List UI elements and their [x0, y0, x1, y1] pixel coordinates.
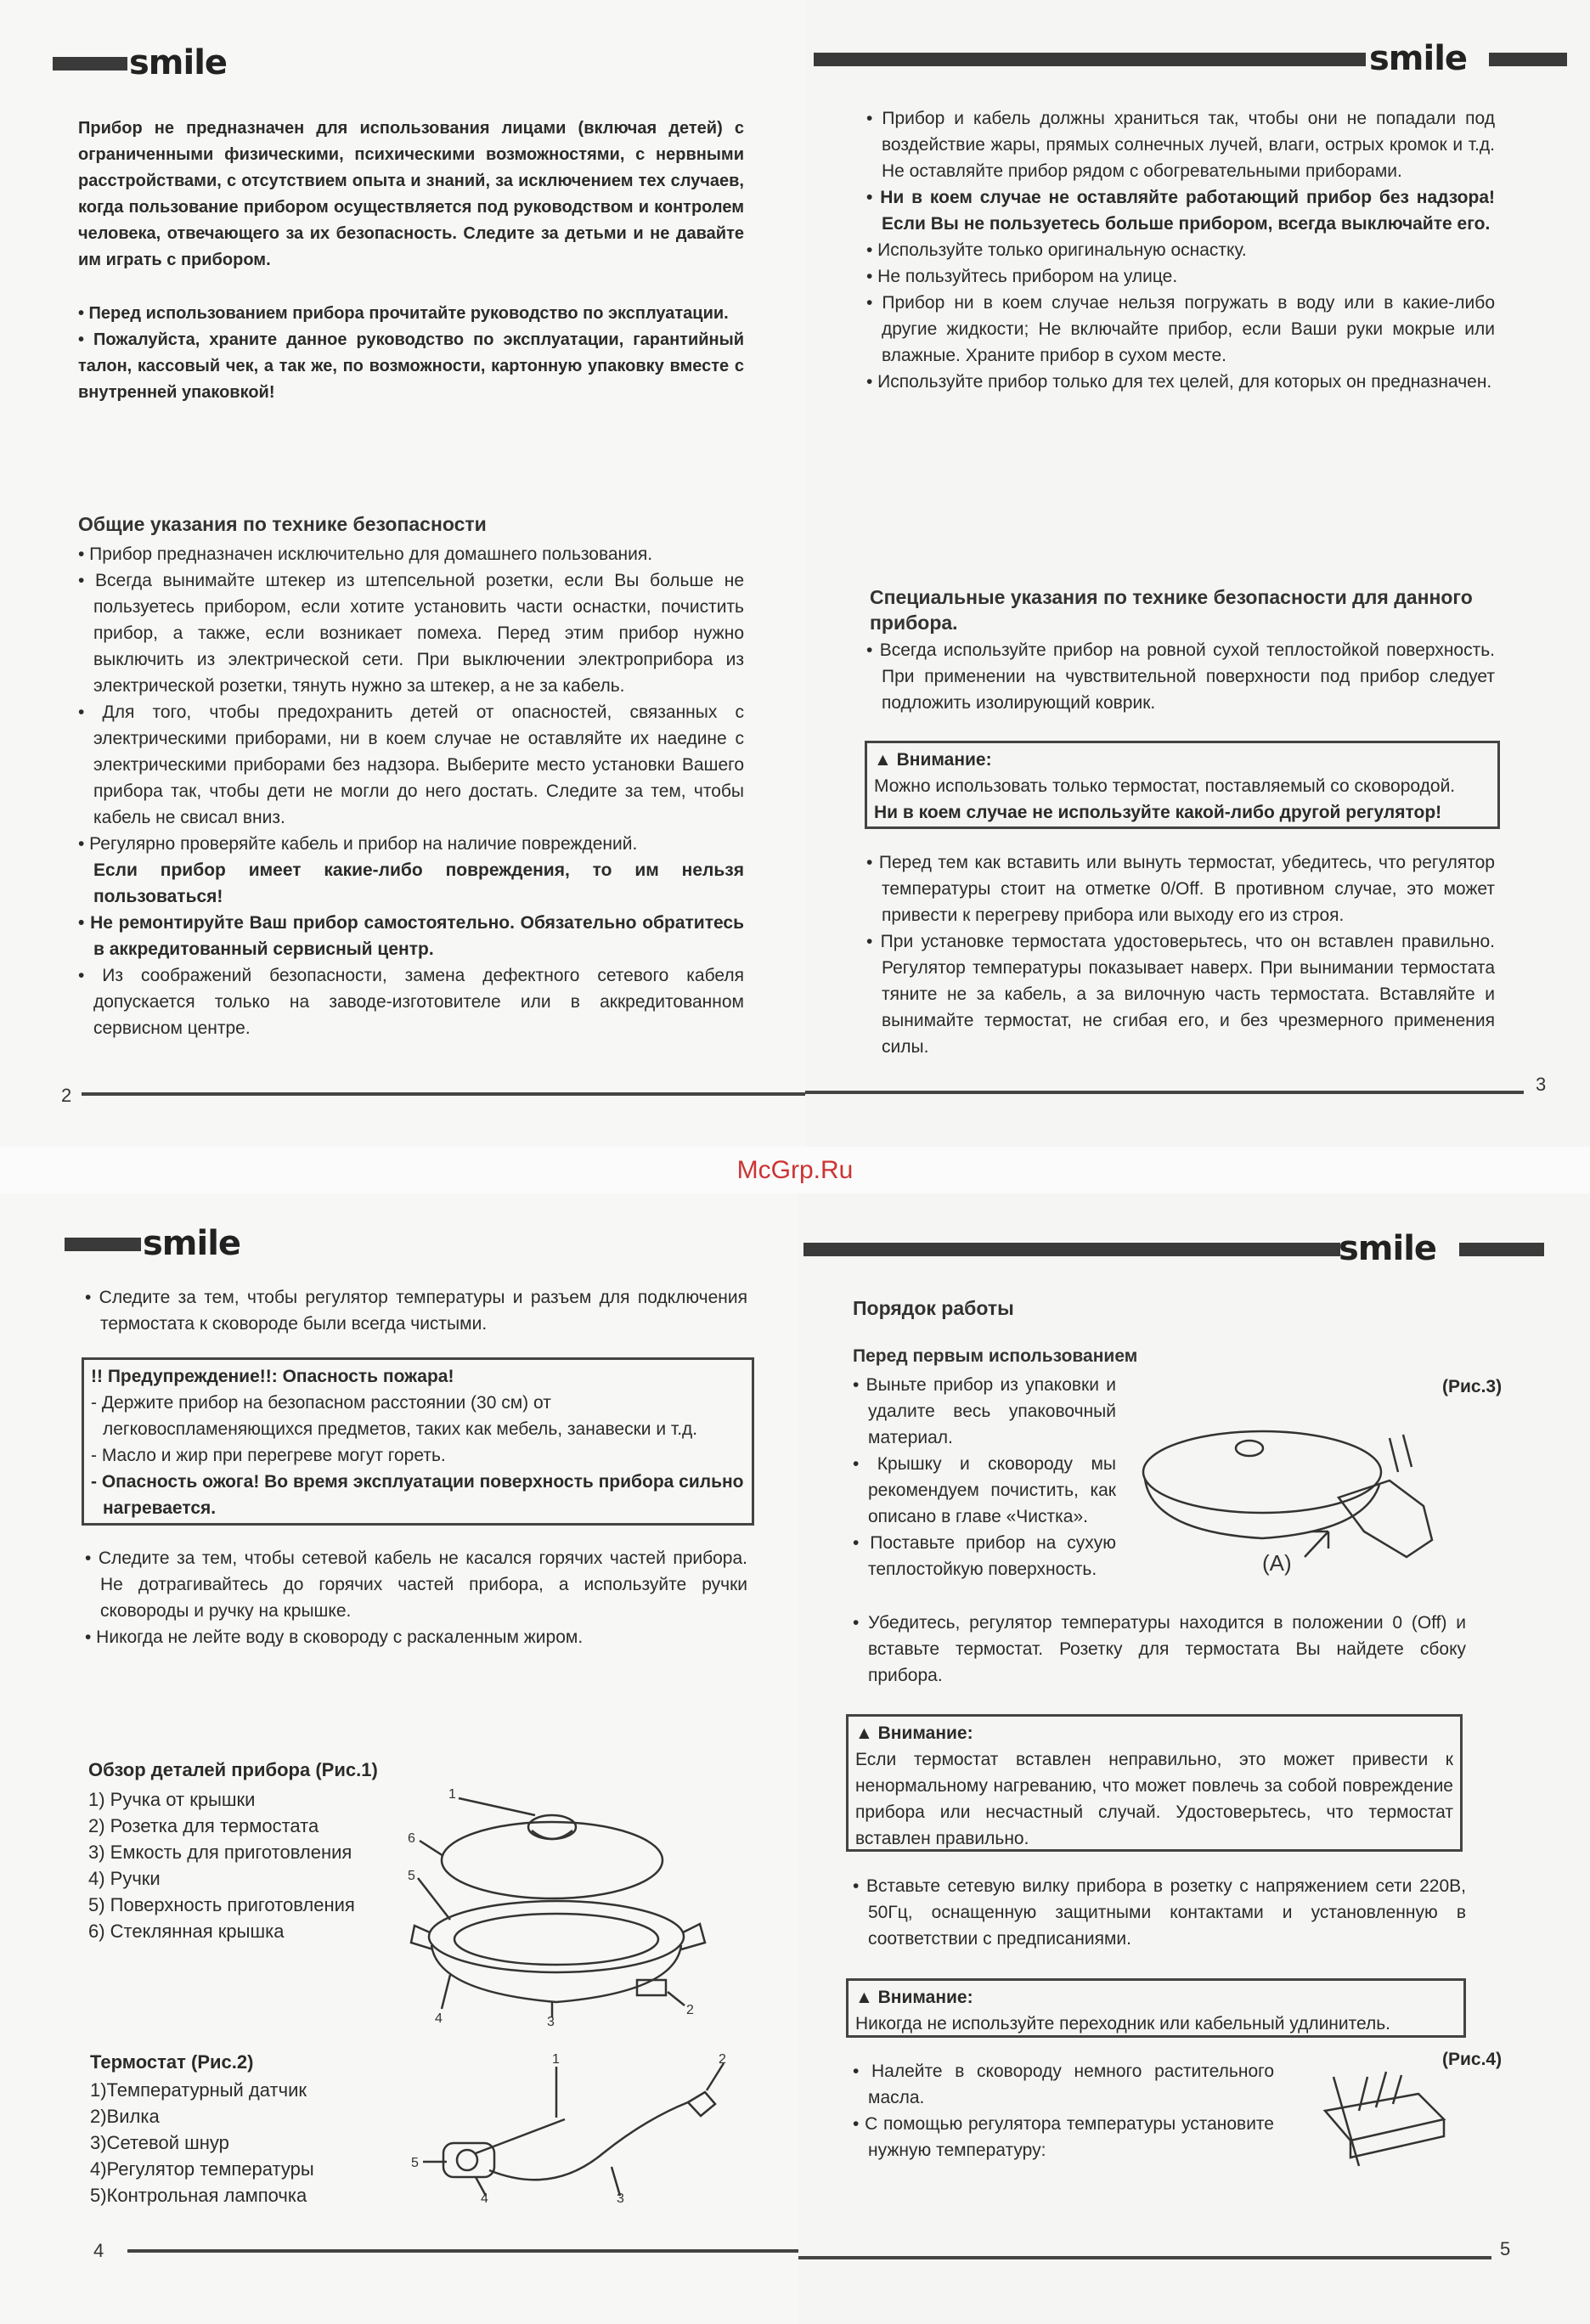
safety-item: • Прибор и кабель должны храниться так, чтобы они не попадали под воздействие жары, прямых солнечных лучей, влаги, острых кромок и т.д. Не оставляйте прибор рядом с обогревательными приборами. — [866, 109, 1495, 181]
glass-lid-outline — [442, 1822, 662, 1898]
page-number: 2 — [61, 1085, 72, 1106]
lid-knob — [528, 1815, 576, 1839]
page-number: 4 — [93, 2240, 104, 2261]
header-bar — [814, 53, 1366, 66]
cooking-surface — [454, 1914, 658, 1965]
step-item: • Поставьте прибор на сухую теплостойкую поверхность. — [853, 1533, 1116, 1579]
callout-number: 6 — [408, 1831, 415, 1846]
clean-connector-text — [85, 1284, 747, 1337]
safety-item: • Из соображений безопасности, замена дефектного сетевого кабеля допускается только на заводе-изготовителе или в аккредитованном сервисном центре. — [78, 966, 744, 1038]
parts-overview-title: Обзор деталей прибора (Рис.1) — [88, 1759, 378, 1780]
motion-marks — [1390, 1435, 1412, 1472]
leader-line — [707, 2063, 724, 2090]
figure-4-label: (Рис.4) — [1442, 2050, 1503, 2069]
figure-4-setting-temperature — [1308, 2060, 1461, 2170]
fire-warning-title: !! Предупреждение!!: Опасность пожара! — [91, 1367, 454, 1386]
fingers — [1359, 2072, 1401, 2111]
first-use-steps — [853, 1372, 1116, 1582]
bullet-keep-manual: • Пожалуйста, храните данное руководство по эксплуатации, гарантийный талон, кассовый чек, а так же, по возможности, картонную упаковку вместе с внутренней упаковкой! — [78, 330, 744, 402]
fire-warning-line-bold: - Опасность ожога! Во время эксплуатации поверхность прибора сильно нагревается. — [91, 1472, 744, 1518]
step-item: • Налейте в сковороду немного растительного масла. — [853, 2062, 1274, 2107]
safety-item-bold: • Ни в коем случае не оставляйте работающий прибор без надзора! Если Вы не пользуетесь больше прибором, всегда выключайте его. — [866, 188, 1495, 234]
attention-text: Если термостат вставлен неправильно, это может привести к ненормальному нагреванию, что может повлечь за собой повреждение прибора или несчастный случай. Удостоверьтесь, что термостат вставлен правильно. — [855, 1750, 1453, 1848]
callout-number: 3 — [617, 2191, 624, 2204]
brand-logo: smile — [1339, 1229, 1437, 1268]
plug — [688, 2092, 715, 2116]
header-bar — [65, 1238, 141, 1251]
bullet-read-manual: • Перед использованием прибора прочитайте руководство по эксплуатации. — [78, 304, 729, 323]
fire-warning-box — [82, 1357, 754, 1526]
callout-number: 2 — [719, 2052, 726, 2067]
first-use-step-4 — [853, 1610, 1466, 1689]
callout-number: 4 — [435, 2011, 443, 2026]
safety-item: • Всегда используйте прибор на ровной сухой теплостойкой поверхность. При применении на чувствительной поверхности под прибор следует подложить изолирующий коврик. — [866, 640, 1495, 713]
pan-rim — [429, 1901, 684, 1972]
intro-bullets — [78, 301, 744, 406]
pan-lid — [1143, 1431, 1381, 1513]
part-item: 3) Емкость для приготовления — [88, 1842, 352, 1863]
regulator-knob — [457, 2150, 477, 2170]
safety-item: • Не пользуйтесь прибором на улице. — [866, 267, 1178, 286]
lid-knob — [1236, 1441, 1263, 1456]
leader-line — [442, 1975, 450, 2009]
footer-rule — [798, 2256, 1491, 2259]
thermostat-part-item: 2)Вилка — [90, 2106, 160, 2127]
header-bar — [803, 1243, 1340, 1256]
part-item: 1) Ручка от крышки — [88, 1789, 256, 1810]
page-5-header — [798, 1224, 1590, 1275]
thermostat-title: Термостат (Рис.2) — [90, 2051, 254, 2073]
figure-1-pan-drawing — [399, 1780, 722, 2026]
thermostat-parts-list — [90, 2077, 314, 2208]
oil-and-temperature-steps — [853, 2058, 1274, 2163]
header-bar — [53, 57, 127, 71]
safety-item-bold: Если прибор имеет какие-либо повреждения, то им нельзя пользоваться! — [93, 860, 744, 906]
thermostat-socket — [637, 1980, 666, 1995]
footer-rule — [805, 1091, 1524, 1094]
callout-number: 1 — [448, 1787, 456, 1802]
parts-list — [88, 1786, 355, 1944]
part-item: 6) Стеклянная крышка — [88, 1921, 285, 1942]
figure-3-marker: (A) — [1262, 1550, 1292, 1576]
callout-number: 1 — [552, 2052, 560, 2067]
safety-item: • Прибор ни в коем случае нельзя погружать в воду или в какие-либо другие жидкости; Не включайте прибор, если Ваши руки мокрые или влажные. Храните прибор в сухом месте. — [866, 293, 1495, 365]
site-watermark: McGrp.Ru — [0, 1147, 1590, 1193]
temperature-probe — [476, 2119, 565, 2153]
thermostat-part-item: 1)Температурный датчик — [90, 2079, 307, 2101]
hand-with-thermostat — [1339, 1481, 1432, 1557]
instruction-item: • Никогда не лейте воду в сковороду с раскаленным жиром. — [85, 1627, 584, 1647]
part-item: 4) Ручки — [88, 1868, 161, 1889]
brand-logo: smile — [143, 1224, 241, 1263]
attention-line-bold: Ни в коем случае не используйте какой-либо другой регулятор! — [874, 803, 1442, 822]
page-3-header — [805, 34, 1590, 85]
safety-item: • Регулярно проверяйте кабель и прибор на наличие повреждений. — [78, 834, 638, 854]
instruction-item: • Следите за тем, чтобы сетевой кабель не касался горячих частей прибора. Не дотрагивайтесь до горячих частей прибора, а используйте ручки сковороды и ручку на крышке. — [85, 1548, 747, 1621]
step-item: • Крышку и сковороду мы рекомендуем почистить, как описано в главе «Чистка». — [853, 1454, 1116, 1526]
pan-body — [431, 1945, 681, 2002]
page-number: 3 — [1536, 1074, 1547, 1095]
page-number: 5 — [1500, 2238, 1511, 2259]
page-2-header — [0, 38, 805, 89]
pointer-line — [1333, 2077, 1359, 2166]
step-item: • Выньте прибор из упаковки и удалите весь упаковочный материал. — [853, 1375, 1116, 1447]
page-4 — [0, 1193, 798, 2324]
attention-box-thermostat — [865, 741, 1500, 829]
brand-logo: smile — [129, 43, 228, 82]
regulator-block — [1325, 2094, 1444, 2141]
storage-safety-list — [866, 105, 1495, 395]
thermostat-instructions — [866, 849, 1495, 1060]
figure-3-label: (Рис.3) — [1442, 1377, 1503, 1396]
callout-number: 2 — [686, 2003, 694, 2017]
thermostat-part-item: 4)Регулятор температуры — [90, 2158, 314, 2180]
attention-text: Никогда не используйте переходник или кабельный удлинитель. — [855, 2014, 1391, 2034]
instruction-item: • Следите за тем, чтобы регулятор температуры и разъем для подключения термостата к сковороде были всегда чистыми. — [85, 1288, 747, 1334]
callout-number: 5 — [411, 2156, 419, 2170]
callout-number: 4 — [481, 2191, 488, 2204]
instruction-item: • Перед тем как вставить или вынуть термостат, убедитесь, что регулятор температуры стоит на отметке 0/Off. В противном случае, это может привести к перегреву прибора или выходу его из строя. — [866, 853, 1495, 925]
power-connection-text — [853, 1873, 1466, 1952]
general-safety-list — [78, 541, 744, 1041]
intro-text: Прибор не предназначен для использования лицами (включая детей) с ограниченными физическими, психическими возможностями, с нервными расстройствами, с отсутствием опыта и знаний, за исключением тех случаев, когда пользование прибором осуществляется под руководством и контролем человека, отвечающего за их безопасность. Следите за детьми и не давайте им играть с прибором. — [78, 119, 744, 269]
thermostat-part-item: 5)Контрольная лампочка — [90, 2185, 307, 2206]
callout-number: 3 — [547, 2015, 555, 2026]
figure-2-thermostat-drawing — [408, 2051, 739, 2204]
page-5 — [798, 1193, 1590, 2324]
leader-line — [459, 1798, 535, 1815]
pan-body — [1145, 1479, 1379, 1538]
intro-paragraph — [78, 116, 744, 274]
thermostat-part-item: 3)Сетевой шнур — [90, 2132, 229, 2153]
step-item: • Убедитесь, регулятор температуры находится в положении 0 (Off) и вставьте термостат. Розетку для термостата Вы найдете сбоку прибора. — [853, 1613, 1466, 1685]
step-item: • Вставьте сетевую вилку прибора в розетку с напряжением сети 220В, 50Гц, оснащенную защитными контактами и установленную в соответствии с предписаниями. — [853, 1876, 1466, 1949]
attention-line: Можно использовать только термостат, поставляемый со сковородой. — [874, 776, 1456, 796]
safety-item: • Прибор предназначен исключительно для домашнего пользования. — [78, 544, 653, 564]
insert-arrow — [1305, 1531, 1328, 1557]
section-heading-operation: Порядок работы — [853, 1297, 1014, 1319]
page-4-header — [0, 1219, 798, 1270]
attention-title: ▲ Внимание: — [855, 1988, 973, 2007]
fire-warning-line: - Масло и жир при перегреве могут гореть. — [91, 1446, 446, 1465]
footer-rule — [127, 2249, 798, 2253]
fire-warning-line: - Держите прибор на безопасном расстоянии (30 см) от легковоспламеняющихся предметов, таких как мебель, занавески и т.д. — [91, 1393, 698, 1439]
step-item: • С помощью регулятора температуры установите нужную температуру: — [853, 2114, 1274, 2160]
special-safety-text — [866, 637, 1495, 716]
header-bar — [1489, 53, 1567, 66]
attention-title: ▲ Внимание: — [874, 750, 992, 770]
figure-3-inserting-thermostat — [1135, 1404, 1441, 1582]
header-bar — [1459, 1243, 1544, 1256]
safety-item: • Для того, чтобы предохранить детей от опасностей, связанных с электрическими приборами, ни в коем случае не оставляйте их наедине с электрическими приборами без надзора. Выберите место установки Вашего прибора так, чтобы дети не могли до него достать. Следите за тем, чтобы кабель не свисал вниз. — [78, 702, 744, 827]
callout-number: 5 — [408, 1869, 415, 1883]
part-item: 5) Поверхность приготовления — [88, 1894, 355, 1915]
safety-item-bold: • Не ремонтируйте Ваш прибор самостоятельно. Обязательно обратитесь в аккредитованный сервисный центр. — [78, 913, 744, 959]
subheading-first-use: Перед первым использованием — [853, 1346, 1138, 1366]
instruction-item: • При установке термостата удостоверьтесь, что он вставлен правильно. Регулятор температуры показывает наверх. При вынимании термостата тяните не за кабель, а за вилочную часть термостата. Вставляйте и вынимайте термостат, не сгибая его, и без чрезмерного применения силы. — [866, 932, 1495, 1057]
footer-rule — [82, 1092, 805, 1096]
leader-line — [668, 1992, 685, 2005]
safety-item: • Используйте прибор только для тех целей, для которых он предназначен. — [866, 372, 1492, 392]
attention-title: ▲ Внимание: — [855, 1723, 973, 1743]
attention-box-wrong-insertion — [846, 1714, 1463, 1852]
safety-item: • Всегда вынимайте штекер из штепсельной розетки, если Вы больше не пользуетесь прибором, если хотите установить части оснастки, почистить прибор, а также, если возникает помеха. Перед этим прибор нужно выключить из электрической сети. При выключении электроприбора из электрической розетки, тянуть нужно за штекер, а не за кабель. — [78, 571, 744, 696]
power-cord — [489, 2102, 688, 2180]
page-3 — [805, 0, 1590, 1147]
attention-box-no-extension — [846, 1978, 1466, 2038]
leader-line — [418, 1878, 450, 1920]
leader-line — [420, 1841, 443, 1856]
part-item: 2) Розетка для термостата — [88, 1815, 319, 1836]
safety-item: • Используйте только оригинальную оснастку. — [866, 240, 1247, 260]
brand-logo: smile — [1369, 39, 1468, 78]
section-heading-special-safety: Специальные указания по технике безопасности для данного прибора. — [870, 586, 1473, 634]
hot-parts-list — [85, 1545, 747, 1650]
section-heading-general-safety: Общие указания по технике безопасности — [78, 513, 487, 535]
page-2 — [0, 0, 805, 1147]
